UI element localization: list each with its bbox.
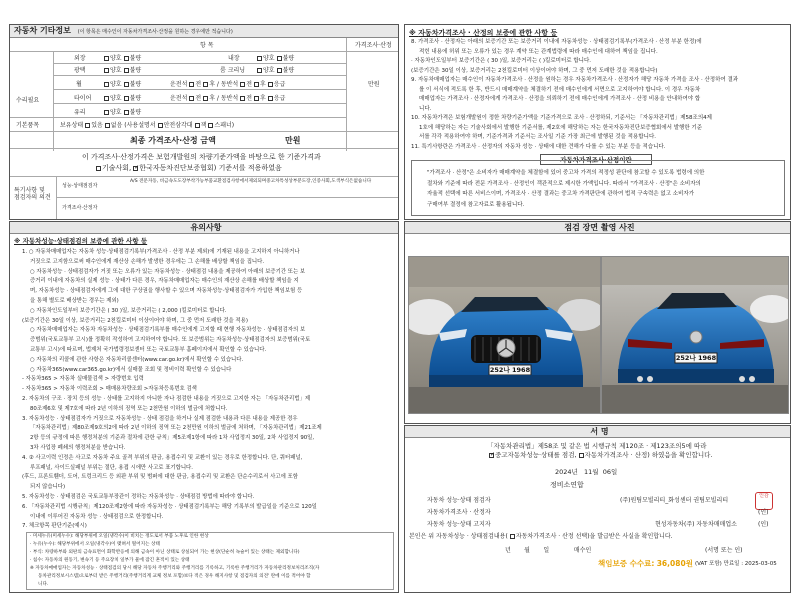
row-interior: 내장 (228, 55, 240, 62)
other-info-section: 자동차 기타정보 (이 항목은 매수인이 자동차가격조사·산정을 원하는 경우에만 적습니다) 항 목 가격조사·산정 수리필요 외장 양호 불량 내장 양호 불량 광택 양호 불량 룸 크리닝 양호 불량 휠 양호 불량 운전석 전 후 / 동반석 전 후 응급 만원 타이어 양호 불량 운전석 전 후 / 동반석 전 후 응급 유리 양호 불량 기본품목 보유상태 있음 없음 (사용설명서 안전삼각대 잭 스패너) 최종 가격조사·산정 금액 만원 이 가격조사·산정가격은 보험개발원의 차량기준가액을 바탕으로 한 기준가격과 기술사회, ✓ 한국자동차진단보증협회) 기준서를 적용하였음 특기사항 및 점검자의 의견 성능·상태점검자 A/S 전문자동, 비금속도도장부착가능부품교환점검사항에서제외되며중고차특성상부분도장,인증사회,도색부식은없습니다 가격조사·산정자 (9, 24, 399, 220)
wheel-emergency-checkbox[interactable] (268, 82, 273, 87)
insurance-sub: ※ 자동차가격조사 · 산정의 보증에 관한 사항 등 (409, 29, 558, 37)
criteria-item-line: · 침수: 자동차의 원동기, 변속기 등 주요장치 일부가 물에 잠긴 흔적이 있는 상태 (30, 558, 190, 563)
basis-a-label: 기술사회, (102, 164, 132, 172)
r1-label: 자동차 성능·상태 점검자 (427, 497, 491, 504)
ins-item-line: 11. 특기사항란은 가격조사 · 산정자의 자동차 성능 · 상태에 대한 견해가 다를 수 있는 부분 등을 적습니다. (411, 143, 666, 150)
triangle-label: 안전삼각대 (163, 122, 193, 129)
price-unit: 만원 (368, 81, 380, 88)
notice-item-line: 1. ○ 자동차매매업자는 자동차 성능·상태점검기록부(가격조사 · 산정 부분 제외)에 기재된 내용을 고지하지 아니하거나 (22, 249, 300, 255)
rear-label: 후 (260, 95, 266, 102)
signature-header (405, 426, 790, 438)
passenger-label: 동반석 (220, 95, 239, 102)
ins-item-line: · 자동차인도일부터 보증기간은 ( 30 )일, 보증거리는 ( )킬로미터로 합니다. (411, 58, 592, 64)
basis-line1: 이 가격조사·산정가격은 보험개발원의 차량기준가액을 바탕으로 한 기준가격과 (82, 153, 321, 161)
row-glass: 유리 (74, 109, 86, 116)
tire-passenger-front-checkbox[interactable] (240, 96, 245, 101)
photos-header (405, 222, 790, 234)
notice-sub: ※ 자동차성능·상태점검의 보증에 관한 사항 등 (14, 237, 148, 245)
criteria-item-line: ※ 자동차매매업자는 자동차성능 · 상태점검의 당시 해당 자동차 주행거리와 주행거리를 기록하고, 기록한 주행거리가 자동차관리정보처리조직(자 (30, 566, 320, 571)
exterior-bad-checkbox[interactable] (124, 56, 129, 61)
front-label: 전 (195, 81, 202, 88)
r4-check[interactable] (510, 534, 515, 539)
basic-triangle-checkbox[interactable] (158, 123, 163, 128)
roomclean-good-checkbox[interactable] (257, 68, 262, 73)
ins-item-line: 1호에 해당하는 자는 기술사회에서 발행한 기준서를, 제2호에 해당하는 자는 한국자동차진단보증협회에서 발행한 기준 (419, 124, 703, 131)
wheel-bad-checkbox[interactable] (124, 82, 129, 87)
final-price-label: 최종 가격조사·산정 금액 (130, 136, 216, 145)
sign-check-inspect[interactable]: ✓ (490, 450, 496, 458)
def-text-line: 절차와 기준에 따라 전문 가격조사 · 산정인이 객관적으로 제시한 가액입니다. 따라서 "가격조사 · 산정"은 소비자의 (427, 180, 701, 187)
ins-item-line: 니다. (419, 105, 432, 112)
passenger-label: 동반석 (220, 81, 239, 88)
sign-month: 11월 (584, 468, 599, 476)
gloss-good-checkbox[interactable] (104, 68, 109, 73)
buyer-sign: (서명 또는 인) (705, 547, 743, 554)
notice-item-line: ○ 자동차365(www.car365.go.kr)에서 실매물 조회 및 정비이력 확인할 수 있습니다 (30, 366, 232, 373)
spanner-label: 스패너) (214, 122, 235, 129)
basic-spanner-checkbox[interactable] (208, 123, 213, 128)
repair-label: 수리필요 (16, 97, 40, 104)
wheel-passenger-rear-checkbox[interactable] (254, 82, 259, 87)
sign-check-price[interactable] (579, 453, 584, 458)
ins-item-line: 매매업자는 가격조사 · 산정자에게 가격조사 · 산정을 의뢰하기 전에 매수인에게 가격조사 · 산정 비용을 안내하여야 합 (419, 96, 701, 102)
seal-text: 인감 (759, 493, 769, 499)
notice-item-line: (보증기간은 30일 이상, 보증거리는 2천킬로미터 이상이어야 하며, 그 중 먼저 도래한 것을 적용) (22, 317, 248, 324)
col-item-header: 항 목 (200, 42, 214, 49)
notice-section (9, 221, 399, 593)
criteria-item-line: · 부식: 차량하부와 외판의 금속표면이 화학반응에 의해 금속이 아닌 상태로 상실되어 가는 현상(단순히 녹슬어 있는 상태는 제외합니다) (30, 550, 300, 555)
tire-bad-checkbox[interactable] (124, 96, 129, 101)
inspector-seal (755, 492, 773, 510)
notice-title: 유의사항 (190, 223, 222, 232)
signature-section (404, 425, 791, 593)
front-photo (408, 256, 601, 414)
tire-passenger-rear-checkbox[interactable] (254, 96, 259, 101)
front-car-image (409, 257, 601, 414)
notice-item-line: 증거리 이내에 자동차의 실제 성능 · 상태가 다른 경우, 자동차매매업자는 매수인의 재산상 손해를 배상할 책임을 지 (30, 278, 299, 285)
opt-label: 불량 (282, 67, 295, 74)
driver-label: 운전석 (170, 81, 188, 88)
r3-label: 자동차 성능·상태 고지자 (427, 521, 491, 528)
def-text-line: 구매여부 결정에 참고자료로 활용됩니다. (427, 201, 525, 208)
rear-label: 후 (209, 81, 215, 88)
def-text-line: 자율적 선택에 따른 서비스이며, 가격조사 · 산정 결과는 중고차 가격판단에 관하여 법적 구속력은 없고 소비자가 (427, 191, 695, 197)
fee-note: (VAT 포함) 만료일 : 2025-03-05 (695, 561, 777, 567)
r4-mid: 자동차가격조사 · 산정 선택)을 발급받은 사실을 확인합니다. (515, 533, 673, 540)
rear-plate: 252나 1968 (675, 354, 717, 362)
notice-item-line: ○ 자동차의 리콜에 관한 사항은 자동차리콜센터(www.car.go.kr)에서 확인할 수 있습니다. (30, 356, 244, 363)
notice-item-line: 4. ② 사고이력 인정은 사고로 자동차 주요 골격 부위의 판금, 용접수리 및 교환이 있는 경우로 한정합니다. 단, 쿼터패널, (22, 454, 303, 461)
other-info-title: 자동차 기타정보 (14, 26, 71, 35)
glass-good-checkbox[interactable] (104, 110, 109, 115)
opt-label: 불량 (129, 109, 142, 116)
opt-label: 양호 (110, 95, 122, 102)
notice-item-line: 며, 자동차성능 · 상태점검자에게 그에 대한 구상권을 행사할 수 있으며 자동차성능·상태점검자가 가입한 책임보험 등 (30, 288, 303, 295)
holding-label: 보유상태 (60, 122, 84, 129)
basic-jack-checkbox[interactable] (195, 123, 200, 128)
criteria-item-line: · 누유(누수): 해당부위에서 오일(냉각수)이 맺혀서 떨어지는 상태 (30, 542, 160, 547)
front-plate: 252나 1968 (489, 366, 531, 374)
notice-item-line: 7. 체크항목 판단기준(예시) (22, 523, 87, 530)
interior-bad-checkbox[interactable] (277, 56, 282, 61)
basis-b-label: 한국자동차진단보증협회) (139, 164, 217, 172)
wheel-driver-rear-checkbox[interactable] (203, 82, 208, 87)
front-label: 전 (195, 95, 202, 102)
notice-item-line: 되지 않습니다) (30, 484, 66, 491)
buyer-day-label: 일 (543, 547, 550, 554)
basic-none-checkbox[interactable] (105, 123, 110, 128)
special-label: 특기사항 및 점검자의 의견 (14, 187, 51, 201)
ins-item-line: 적힌 내용에 허위 또는 오류가 있는 경우 계약 또는 관계법령에 따라 매수인에 대하여 책임을 집니다. (419, 48, 658, 55)
row-roomclean: 룸 크리닝 (220, 67, 246, 74)
opt-label: 불량 (129, 81, 142, 88)
driver-label: 운전석 (170, 95, 188, 102)
sign-line2a: 중고자동차성능·상태를 점검, (495, 451, 577, 459)
notice-item-line: ○ 자동차성능 · 상태점검자가 거짓 또는 오류가 있는 자동차성능 · 상태점검 내용을 제공하여 아래의 보증기간 또는 보 (30, 268, 306, 275)
wheel-good-checkbox[interactable] (104, 82, 109, 87)
notice-item-line: 을 통해 별도로 배상받는 경우는 제외) (30, 298, 119, 304)
def-text-line: "가격조사 · 산정"은 소비자가 매매계약을 체결함에 있어 중고차 가격의 적정성 판단에 참고할 수 있도록 법령에 의한 (427, 170, 705, 176)
tire-driver-front-checkbox[interactable] (189, 96, 194, 101)
definition-title: 자동차가격조사·산정이란 (560, 156, 632, 164)
notice-item-line: 교통부 고시)에 따르며, 법제처 국가법령정보센터 또는 국토교통부 홈페이지에서 확인할 수 있습니다. (30, 347, 267, 353)
interior-good-checkbox[interactable] (257, 56, 262, 61)
notice-item-line: - 자동차365 > 자동차 이력조회 > 매매용차량조회 >자동차등록번호 검색 (22, 386, 197, 393)
notice-item-line: 증범위(국토교통부 고시)를 정확히 작성하여 고지하여야 합니다. 또 보증범위는 자동차성능·상태점검자의 보증범위(국토 (30, 337, 311, 344)
criteria-item-line: · 미세누유(미세누수): 해당부위에 오일(냉각수)이 비치는 정도로서 부품 노후로 인한 현상 (30, 534, 209, 539)
row-gloss: 광택 (74, 67, 86, 74)
notice-item-line: (후드, 프론트휀더, 도어, 트렁크리드 등 외판 부위 및 범퍼에 대한 판금, 용접수리 및 교환은 단순수리로서 사고에 포함 (22, 474, 298, 481)
notice-item-line: 「자동차관리법」제80조제9호의2에 따라 2년 이하의 징역 또는 2천만원 이하의 벌금에 처하며, 「자동차관리법」제21조제 (30, 425, 322, 432)
notice-item-line: 2. 자동차의 구조 · 장치 등의 성능 · 상태를 고지하지 아니한 자나 점검한 내용을 거짓으로 고지한 자는 「자동차관리법」제 (22, 396, 311, 402)
other-info-note: (이 항목은 매수인이 자동차가격조사·산정을 원하는 경우에만 적습니다) (77, 29, 233, 35)
sign-year: 2024년 (555, 468, 578, 476)
opt-label: 불량 (129, 55, 142, 62)
buyer-year-label: 년 (505, 547, 511, 554)
opt-label: 양호 (110, 81, 122, 88)
signature-title: 서 명 (590, 427, 609, 436)
rear-label: 후 (209, 95, 215, 102)
sign-day: 06일 (602, 468, 618, 476)
notice-item-line: ○ 자동차매매업자는 자동차 자동차성능 · 상태점검기록부를 매수인에게 고지할 때 현행 자동차성능 · 상태점검자의 보 (30, 327, 306, 334)
opt-label: 양호 (263, 67, 275, 74)
special-text: A/S 전문자동, 비금속도도장부착가능부품교환점검사항에서제외되며중고차특성상부분도장,인증사회,도색부식은없습니다 (130, 179, 372, 184)
r2-value: (인) (758, 509, 769, 516)
notice-item-line: 3차 사업장 폐쇄의 행정처분을 받습니다. (30, 445, 126, 451)
manual-label: (사용설명서 (124, 122, 156, 129)
tire-emergency-checkbox[interactable] (268, 96, 273, 101)
notice-item-line: 루프패널, 사이드실패널 부위는 절단, 용접 시에만 사고로 표기합니다. (30, 464, 193, 471)
basic-have-checkbox[interactable] (85, 123, 90, 128)
ins-item-line: 10. 자동차가격은 보험개발원이 정한 차량기준가액을 기준가격으로 조사 · 산정하되, 기준서는 「자동차관리법」제58조의4제 (411, 115, 712, 121)
notice-item-line: 이내에 이루어진 자동차 성능 · 상태점검으로 한정합니다. (30, 513, 164, 520)
row-wheel: 휠 (76, 81, 82, 88)
ins-item-line: 를 이 서식에 적도록 한 후, 반드시 매매계약을 체결하기 전에 매수인에게 서면으로 고지하여야 합니다. 이 경우 자동차 (419, 86, 701, 93)
r3-sign: (인) (758, 521, 769, 528)
rear-car-image (602, 257, 789, 414)
opt-label: 불량 (129, 95, 142, 102)
buyer-month-label: 월 (524, 547, 530, 554)
r1-value: (주)원팀모빌리티_화성센터 권팀모빌리티 (620, 497, 729, 504)
roomclean-bad-checkbox[interactable] (277, 68, 282, 73)
buyer-label: 매수인 (573, 547, 592, 554)
glass-bad-checkbox[interactable] (124, 110, 129, 115)
r3-value: 현성자동차(주) 자동차매매업소 (655, 521, 737, 528)
notice-sub-text: 자동차성능·상태점검의 보증에 관한 사항 등 (22, 237, 148, 245)
wheel-passenger-front-checkbox[interactable] (240, 82, 245, 87)
row-tire: 타이어 (74, 95, 92, 102)
ins-item-line: (보증기간은 30일 이상, 보증거리는 2천킬로미터 이상이어야 하며, 그 중 먼저 도래한 것을 적용합니다) (411, 67, 658, 74)
emergency-label: 응급 (273, 95, 286, 102)
rear-photo (601, 256, 789, 414)
notice-item-line: 80조제6호 및 제7호에 따라 2년 이하의 징역 또는 2천만원 이하의 벌금에 처합니다. (30, 405, 228, 412)
tire-driver-rear-checkbox[interactable] (203, 96, 208, 101)
final-price-unit: 만원 (285, 136, 301, 145)
opt-label: 양호 (110, 109, 122, 116)
exterior-good-checkbox[interactable] (104, 56, 109, 61)
opt-label: 양호 (110, 55, 122, 62)
sign-line1: 「자동차관리법」제58조 및 같은 법 시행규칙 제120조 · 제123조의5에 따라 (487, 442, 707, 450)
row-basic: 기본품목 (16, 122, 40, 129)
wheel-driver-front-checkbox[interactable] (189, 82, 194, 87)
col-price-header: 가격조사·산정 (355, 42, 392, 49)
emergency-label: 응급 (273, 81, 286, 88)
front-label: 전 (246, 81, 253, 88)
opt-label: 불량 (282, 55, 295, 62)
notice-item-line: 3. 자동차성능 · 상태점검자가 거짓으로 자동차성능 · 상태 점검을 하거나 실제 점검한 내용과 다른 내용을 제공한 경우 (22, 415, 298, 422)
opt-label: 불량 (129, 67, 142, 74)
basis-tech-checkbox[interactable] (96, 166, 101, 171)
notice-item-line: - 자동차365 > 자동차 실매물검색 > 자량번호 입력 (22, 376, 144, 383)
tire-good-checkbox[interactable] (104, 96, 109, 101)
r4-label: 본인은 위 자동차성능 · 상태점검내용( (409, 533, 508, 540)
notice-item-line: ○ 자동차인도일부터 보증기간은 ( 30 )일, 보증거리는 ( 2,000 )킬로미터로 합니다. (30, 307, 227, 314)
special-sub1: 성능·상태점검자 (62, 183, 98, 189)
fee-label: 책임보증 수수료: (598, 559, 655, 568)
opt-label: 양호 (110, 67, 122, 74)
photos-title: 점검 장면 촬영 사진 (564, 223, 635, 232)
rear-label: 후 (260, 81, 266, 88)
basis-c-label: 기준서를 적용하였음 (218, 164, 282, 172)
opt-label: 양호 (263, 55, 275, 62)
notice-item-line: 5. 자동차성능 · 상태점검은 국토교통부장관이 정하는 자동차성능 · 상태점검 방법에 따라야 합니다. (22, 494, 255, 500)
gloss-bad-checkbox[interactable] (124, 68, 129, 73)
criteria-item-line: 니다. (38, 582, 49, 587)
insurance-section (404, 24, 791, 220)
criteria-item-line: 동차관리정보시스템)으로부터 받은 주행거리(주행거리계 교체 정보 포함)보다 적은 경우 해지사항 및 점검자의 의견' 란에 이를 적어야 합 (38, 574, 311, 579)
have-label: 있음 (91, 122, 103, 129)
photos-section (404, 221, 791, 424)
notice-item-line: 거짓으로 고지함으로써 매수인에게 재산상 손해가 발생한 경우에는 그 손해를 배상할 책임을 집니다. (30, 258, 265, 265)
none-label: 없음 (110, 122, 123, 129)
ins-item-line: 9. 자동차매매업자는 매수인이 자동차가격조사 · 산정을 원하는 경우 자동차가격조사 · 산정자가 해당 자동차 가격을 조사 · 산정하여 결과 (411, 77, 739, 83)
notice-item-line: 6. 「자동차관리법 시행규칙」제120조제2항에 따라 자동차성능 · 상태점검기록부는 해당 기록부의 발급일을 기준으로 120일 (22, 503, 317, 510)
row-exterior: 외장 (74, 55, 86, 62)
fee-value: 36,080원 (656, 559, 693, 568)
insurance-sub-text: 자동차가격조사 · 산정의 보증에 관한 사항 등 (418, 29, 558, 37)
sign-issuer: 정비소연합 (550, 481, 584, 489)
ins-item-line: 서를 각각 적용하여야 하며, 기준가격과 기준서는 조사일 기준 가장 최근에 발행된 것을 적용합니다. (419, 134, 656, 140)
jack-label: 잭 (200, 122, 207, 129)
r2-label: 자동차가격조사 · 산정자 (427, 509, 491, 516)
other-info-header (10, 25, 398, 38)
ins-item-line: 8. 가격조사 · 산정자는 아래의 보증기간 또는 보증거리 이내에 자동차성능 · 상태점검기록부(가격조사 · 산정 부분 한정)에 (411, 39, 702, 45)
sign-line2b: 자동차가격조사 · 산정) 하였음을 확인합니다. (584, 451, 713, 459)
notice-header (10, 222, 398, 234)
special-sub2: 가격조사·산정자 (62, 205, 98, 211)
notice-item-line: 2항 등의 규정에 따른 행정처분의 기준과 절차에 관한 규칙」제5조제1항에 따라 1차 사업정지 30일, 2차 사업정지 90일, (30, 435, 315, 442)
basis-kadia-checkbox[interactable]: ✓ (134, 163, 140, 171)
front-label: 전 (246, 95, 253, 102)
